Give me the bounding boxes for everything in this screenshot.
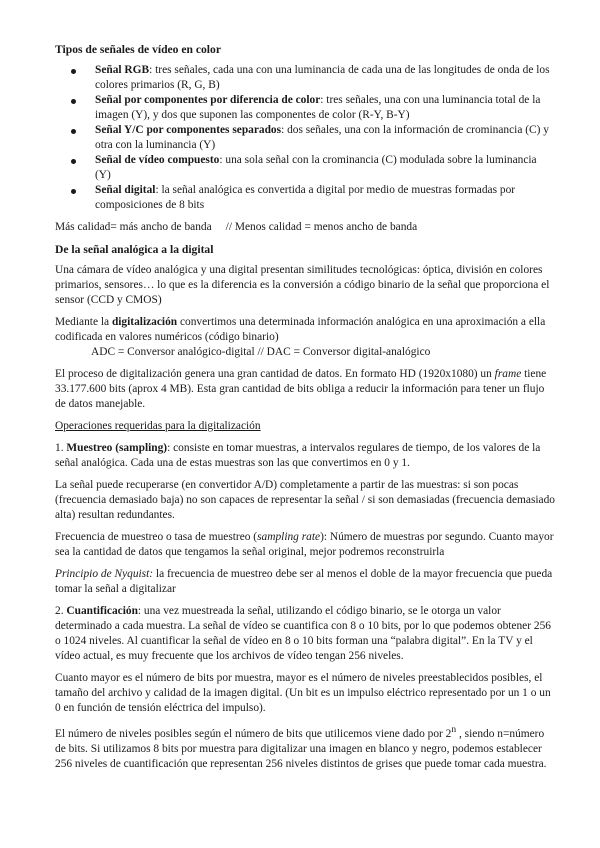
item-text: : dos señales, una con la información de crominancia (C) y otra con la luminancia (Y) bbox=[95, 124, 549, 151]
list-item bbox=[95, 63, 555, 93]
item-text: : la señal analógica es convertida a digital por medio de muestras formadas por composiciones de 8 bits bbox=[95, 184, 516, 211]
bullet-icon bbox=[71, 69, 76, 74]
text-run: 1. bbox=[55, 442, 67, 454]
bullet-icon bbox=[71, 159, 76, 164]
item-term: Señal por componentes por diferencia de color bbox=[95, 94, 321, 106]
item-text: : una sola señal con la crominancia (C) modulada sobre la luminancia (Y) bbox=[95, 154, 537, 181]
list-item bbox=[95, 93, 555, 123]
term-digitalizacion: digitalización bbox=[111, 316, 178, 328]
exponent-n: n bbox=[451, 725, 457, 735]
paragraph-sampling-rate bbox=[55, 530, 555, 560]
text-run: El proceso de digitalización genera una gran cantidad de datos. En formato HD (1920x1080) un bbox=[55, 368, 495, 380]
converter-definitions: ADC = Conversor analógico-digital // DAC = Conversor digital-analógico bbox=[91, 346, 431, 358]
list-item bbox=[95, 153, 555, 183]
paragraph-bits-per-sample: Cuanto mayor es el número de bits por muestra, mayor es el número de niveles preestablecidos posibles, el tamaño del archivo y calidad de la imagen digital. (Un bit es un impulso eléctrico representado por un 1 o un 0 en función de tensión eléctrica del impulso). bbox=[55, 672, 551, 714]
item-text: : tres señales, cada una con una luminancia de cada una de las longitudes de onda de los colores primarios (R, G, B) bbox=[95, 64, 550, 91]
term-nyquist: Principio de Nyquist: bbox=[55, 568, 154, 580]
bullet-icon bbox=[71, 189, 76, 194]
paragraph-signal-recovery: La señal puede recuperarse (en convertidor A/D) completamente a partir de las muestras: si son pocas (frecuencia demasiado baja) no son capaces de representar la señal / si son demasiadas (frecuencia demasiado alta) resultan redundantes. bbox=[55, 479, 556, 521]
term-sampling-rate: sampling rate bbox=[257, 531, 321, 543]
text-run: 2. bbox=[55, 605, 67, 617]
subsection-title-operations: Operaciones requeridas para la digitalización bbox=[55, 420, 261, 432]
text-run: convertimos una determinada información analógica en una aproximación a ella codificada en valores numéricos (código binario) bbox=[55, 316, 546, 343]
text-run: El número de niveles posibles según el número de bits que utilicemos viene dado por 2 bbox=[55, 727, 452, 740]
paragraph-quantization bbox=[55, 604, 555, 664]
item-term: Señal de vídeo compuesto bbox=[95, 154, 220, 166]
text-run: tiene 33.177.600 bits (aprox 4 MB). Esta gran cantidad de bits obliga a reducir la información para tener un flujo de datos manejable. bbox=[55, 368, 547, 410]
section-title-analog-to-digital: De la señal analógica a la digital bbox=[55, 243, 214, 256]
paragraph-sampling bbox=[55, 441, 555, 471]
item-term: Señal RGB bbox=[95, 64, 150, 76]
text-run: Mediante la bbox=[55, 316, 112, 328]
text-run: , siendo n=número de bits. Si utilizamos 8 bits por muestra para digitalizar una imagen en blanco y negro, podemos establecer 256 niveles de cuantificación que representan 256 niveles distintos de grises que puede tomar cada muestra. bbox=[55, 727, 547, 770]
term-frame: frame bbox=[494, 368, 522, 380]
paragraph-nyquist bbox=[55, 567, 555, 597]
quality-more: Más calidad= más ancho de banda bbox=[55, 221, 212, 233]
paragraph-digitization bbox=[55, 315, 555, 360]
section-title-video-signal-types: Tipos de señales de vídeo en color bbox=[55, 43, 221, 56]
text-run: : una vez muestreada la señal, utilizando el código binario, se le otorga un valor determinado a cada muestra. La señal de vídeo se cuantifica con 8 o 10 bits, por lo que podemos obtener 256 o 1024 niveles. Al cuantificar la señal de vídeo en 8 o 10 bits forman una “palabra digital”. En la TV y el vídeo actual, es muy frecuente que los archivos de vídeo tengan 256 niveles. bbox=[55, 605, 551, 662]
list-item bbox=[95, 183, 555, 213]
list-item bbox=[95, 123, 555, 153]
bullet-icon bbox=[71, 99, 76, 104]
text-run: la frecuencia de muestreo debe ser al menos el doble de la mayor frecuencia que pueda tomar la señal a digitalizar bbox=[55, 568, 553, 595]
bullet-icon bbox=[71, 129, 76, 134]
signal-types-list bbox=[55, 63, 555, 213]
item-term: Señal Y/C por componentes separados bbox=[95, 124, 282, 136]
text-run: Frecuencia de muestreo o tasa de muestreo ( bbox=[55, 531, 258, 543]
item-text: : tres señales, una con una luminancia total de la imagen (Y), y dos que suponen las componentes de color (R-Y, B-Y) bbox=[95, 94, 541, 121]
document-page bbox=[55, 42, 555, 779]
term-sampling: Muestreo (sampling) bbox=[66, 442, 168, 454]
text-run: ): Número de muestras por segundo. Cuanto mayor sea la cantidad de datos que tengamos la señal original, mejor podremos reconstruirla bbox=[55, 531, 554, 558]
paragraph-camera-comparison: Una cámara de vídeo analógica y una digital presentan similitudes tecnológicas: óptica, división en colores primarios, sensores… lo que es la diferencia es la conversión a código binario de la señal que proporciona el sensor (CCD y CMOS) bbox=[55, 264, 550, 306]
quality-less: // Menos calidad = menos ancho de banda bbox=[225, 221, 418, 233]
item-term: Señal digital bbox=[95, 184, 156, 196]
paragraph-data-volume bbox=[55, 367, 555, 412]
term-quantization: Cuantificación bbox=[66, 605, 138, 617]
paragraph-levels-formula bbox=[55, 723, 555, 772]
quality-note bbox=[55, 220, 555, 235]
text-run: : consiste en tomar muestras, a intervalos regulares de tiempo, de los valores de la señal analógica. Cada una de estas muestras son las que convertimos en 0 y 1. bbox=[55, 442, 541, 469]
